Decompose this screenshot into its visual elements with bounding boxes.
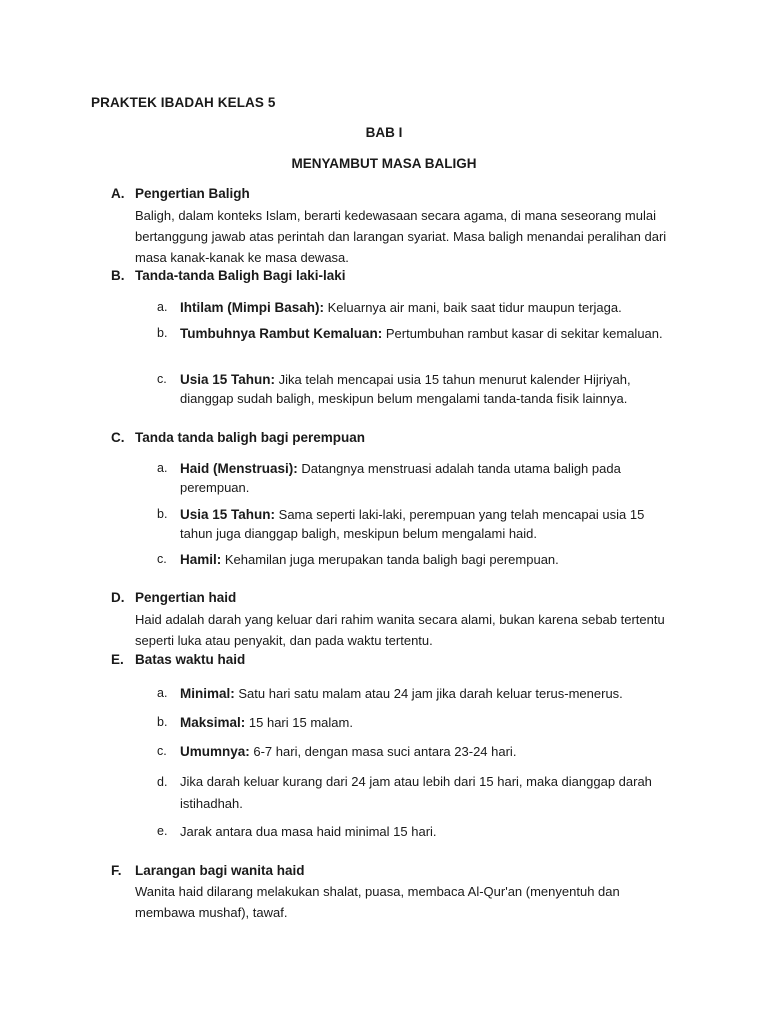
section-title: Larangan bagi wanita haid	[135, 863, 305, 878]
list-term: Umumnya:	[180, 744, 250, 759]
list-item	[157, 684, 677, 703]
list-marker: a.	[157, 461, 168, 475]
list-item	[157, 370, 677, 408]
list-item	[157, 324, 677, 343]
section-a-paragraph: Baligh, dalam konteks Islam, berarti kedewasaan secara agama, di mana seseorang mulai bertanggung jawab atas perintah dan larangan syariat. Masa baligh menandai peralihan dari masa kanak-kanak ke masa dewasa.	[135, 208, 667, 265]
list-item	[157, 505, 677, 543]
section-d-heading	[111, 590, 236, 605]
list-term: Hamil:	[180, 552, 222, 567]
list-text: 6-7 hari, dengan masa suci antara 23-24 hari.	[249, 744, 517, 759]
list-item	[157, 550, 677, 569]
list-text: Sama seperti laki-laki, perempuan yang telah mencapai usia 15 tahun juga dianggap baligh, meskipun belum mengalami haid.	[180, 507, 645, 541]
list-text: Keluarnya air mani, baik saat tidur maupun terjaga.	[324, 300, 622, 315]
section-title: Pengertian haid	[135, 590, 237, 605]
list-text: Jarak antara dua masa haid minimal 15 hari.	[180, 824, 437, 839]
list-item	[157, 298, 677, 317]
section-letter: C.	[111, 430, 125, 445]
list-term: Usia 15 Tahun:	[180, 372, 276, 387]
section-b-heading	[111, 268, 346, 283]
section-letter: A.	[111, 186, 125, 201]
list-marker: b.	[157, 715, 168, 729]
section-letter: E.	[111, 652, 124, 667]
list-item	[157, 713, 677, 732]
list-term: Minimal:	[180, 686, 235, 701]
list-item	[157, 742, 677, 761]
section-title: Batas waktu haid	[135, 652, 246, 667]
section-letter: D.	[111, 590, 125, 605]
list-text: Jika darah keluar kurang dari 24 jam atau lebih dari 15 hari, maka dianggap darah istihadhah.	[180, 774, 652, 811]
section-letter: F.	[111, 863, 122, 878]
section-c-heading	[111, 430, 365, 445]
document-title: PRAKTEK IBADAH KELAS 5	[91, 95, 276, 110]
section-f-paragraph: Wanita haid dilarang melakukan shalat, puasa, membaca Al-Qur'an (menyentuh dan membawa mushaf), tawaf.	[135, 884, 620, 920]
list-item	[157, 822, 677, 841]
list-term: Tumbuhnya Rambut Kemaluan:	[180, 326, 383, 341]
section-title: Pengertian Baligh	[135, 186, 250, 201]
list-text: Satu hari satu malam atau 24 jam jika darah keluar terus-menerus.	[234, 686, 623, 701]
section-e-heading	[111, 652, 245, 667]
list-text: 15 hari 15 malam.	[245, 715, 353, 730]
list-text: Datangnya menstruasi adalah tanda utama baligh pada perempuan.	[180, 461, 621, 495]
section-title: Tanda-tanda Baligh Bagi laki-laki	[135, 268, 346, 283]
chapter-title: MENYAMBUT MASA BALIGH	[291, 156, 477, 171]
section-d-paragraph: Haid adalah darah yang keluar dari rahim wanita secara alami, bukan karena sebab tertentu seperti luka atau penyakit, dan pada waktu tertentu.	[135, 612, 665, 648]
list-marker: a.	[157, 300, 168, 314]
list-marker: c.	[157, 372, 167, 386]
section-f-heading	[111, 863, 305, 878]
list-marker: d.	[157, 775, 168, 789]
list-text: Kehamilan juga merupakan tanda baligh bagi perempuan.	[221, 552, 559, 567]
list-marker: c.	[157, 744, 167, 758]
list-marker: c.	[157, 552, 167, 566]
list-text: Jika telah mencapai usia 15 tahun menurut kalender Hijriyah, dianggap sudah baligh, meskipun belum mengalami tanda-tanda fisik lainnya.	[180, 372, 631, 406]
list-item	[157, 459, 677, 497]
section-letter: B.	[111, 268, 125, 283]
list-item	[157, 771, 677, 815]
list-marker: b.	[157, 507, 168, 521]
list-marker: a.	[157, 686, 168, 700]
section-a-heading	[111, 186, 250, 201]
list-marker: b.	[157, 326, 168, 340]
list-term: Maksimal:	[180, 715, 246, 730]
list-term: Usia 15 Tahun:	[180, 507, 276, 522]
chapter-number: BAB I	[365, 125, 403, 140]
list-text: Pertumbuhan rambut kasar di sekitar kemaluan.	[382, 326, 663, 341]
list-marker: e.	[157, 824, 168, 838]
section-title: Tanda tanda baligh bagi perempuan	[135, 430, 366, 445]
list-term: Haid (Menstruasi):	[180, 461, 298, 476]
list-term: Ihtilam (Mimpi Basah):	[180, 300, 325, 315]
